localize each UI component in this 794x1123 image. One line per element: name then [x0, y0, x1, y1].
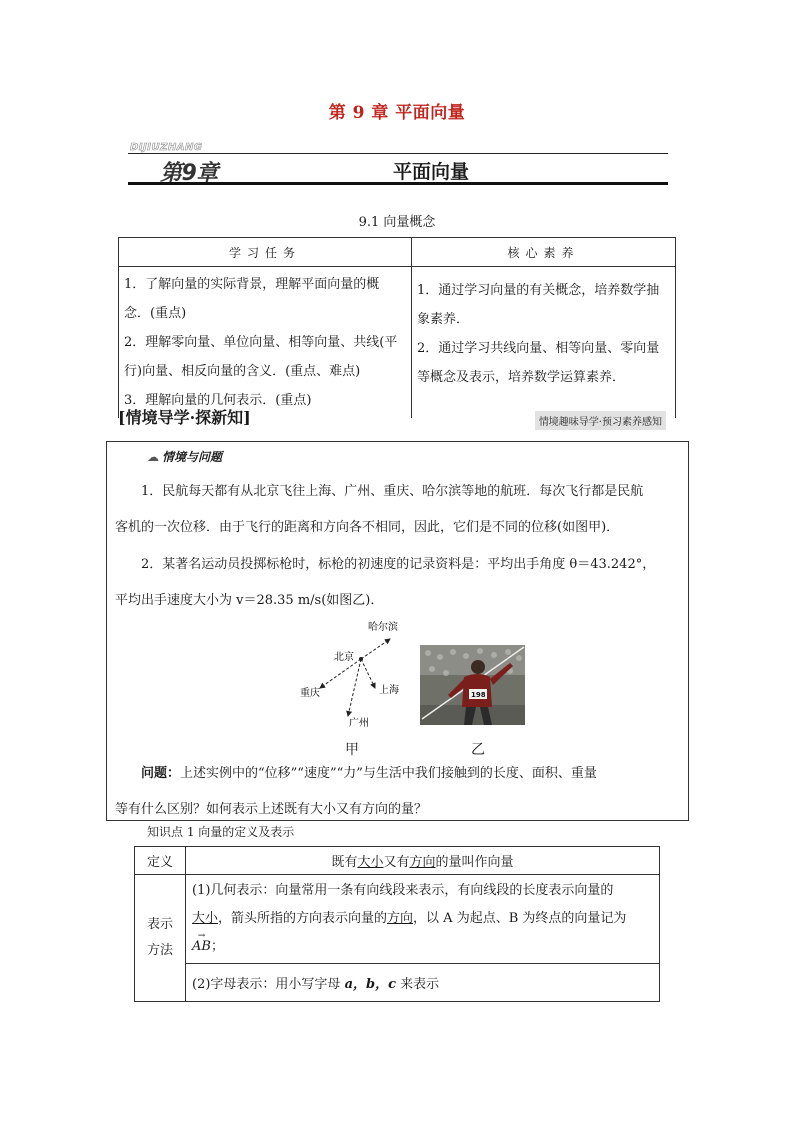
underline-geo-direction: 方向 — [387, 911, 414, 926]
cloud-icon: ☁ — [147, 450, 159, 464]
knowledge-point-title: 知识点 1 向量的定义及表示 — [147, 825, 295, 839]
flight-map-figure — [292, 618, 427, 733]
scenario-paragraph-1 — [115, 474, 681, 546]
goals-task-line: 3．理解向量的几何表示．(重点) — [124, 393, 312, 408]
goals-competency-line: 1．通过学习向量的有关概念，培养数学抽 — [417, 283, 660, 298]
route-chongqing — [320, 659, 361, 688]
underline-geo-size: 大小 — [192, 911, 219, 926]
text-line: 2．某著名运动员投掷标枪时，标枪的初速度的记录资料是：平均出手角度 θ＝43.242°， — [141, 557, 656, 572]
goals-competency-cell — [412, 267, 676, 419]
label-guangzhou: 广州 — [349, 718, 369, 729]
chapter-badge: 第9章 — [160, 161, 218, 186]
geo-representation: (1)几何表示：向量常用一条有向线段来表示，有向线段的长度表示向量的 大小，箭头所指的方向表示向量的方向，以 A 为起点、B 为终点的向量记为 → AB； — [186, 875, 660, 964]
underline-direction: 方向 — [409, 855, 436, 870]
vector-ab: → AB — [192, 933, 211, 961]
banner-pinyin: DIJIUZHANG — [130, 142, 203, 153]
goals-task-line: 行)向量、相反向量的含义．(重点、难点) — [124, 364, 361, 379]
label-beijing: 北京 — [334, 652, 354, 663]
question-label: 问题： — [141, 766, 181, 781]
goals-task-line: 念．(重点) — [124, 306, 187, 321]
chapter-heading: 第 9 章 平面向量 — [328, 103, 466, 123]
beijing-point — [359, 657, 363, 661]
goals-task-line: 2．理解零向量、单位向量、相等向量、共线(平 — [124, 335, 398, 350]
goals-competency-line: 等概念及表示，培养数学运算素养． — [417, 370, 626, 385]
goals-task-line: 1．了解向量的实际背景，理解平面向量的概 — [124, 277, 380, 292]
caption-figure-b: 乙 — [471, 742, 485, 758]
def-label: 定义 — [135, 847, 186, 875]
lead-tag: 情境趣味导学·预习素养感知 — [535, 411, 666, 430]
route-guangzhou — [348, 659, 361, 716]
label-harbin: 哈尔滨 — [368, 622, 398, 633]
route-shanghai — [361, 659, 375, 688]
scenario-box — [106, 441, 689, 821]
route-harbin — [361, 639, 390, 659]
letter-representation: (2)字母表示：用小写字母 a，b，c 来表示 — [186, 964, 660, 1002]
goals-header-competency: 核心素养 — [412, 238, 676, 267]
lead-title: [情境导学·探新知] — [118, 408, 251, 427]
underline-size: 大小 — [357, 855, 384, 870]
caption-figure-a: 甲 — [345, 742, 359, 758]
athlete-bib-number: 198 — [471, 691, 486, 699]
banner-top-rule — [128, 153, 668, 154]
chapter-banner — [128, 142, 668, 188]
goals-tasks-cell — [119, 267, 412, 419]
section-title: 9.1 向量概念 — [358, 215, 436, 230]
text-line: 客机的一次位移．由于飞行的距离和方向各不相同，因此，它们是不同的位移(如图甲)． — [115, 520, 620, 535]
scenario-label: ☁ 情境与问题 — [147, 450, 223, 464]
text-line: 平均出手速度大小为 v＝28.35 m/s(如图乙)． — [115, 593, 384, 608]
text-line: 等有什么区别？如何表示上述既有大小又有方向的量？ — [115, 802, 428, 817]
goals-header-tasks: 学习任务 — [119, 238, 412, 267]
banner-title: 平面向量 — [393, 161, 470, 183]
goals-table — [118, 237, 676, 418]
scenario-paragraph-2 — [115, 547, 681, 619]
scenario-question — [115, 756, 681, 828]
text-line: 问题：上述实例中的“位移”“速度”“力”与生活中我们接触到的长度、面积、重量 — [141, 766, 597, 781]
javelin-photo — [420, 645, 525, 725]
goals-competency-line: 象素养． — [417, 312, 470, 327]
rep-label: 表示 方法 — [135, 875, 186, 1002]
text-line: 1．民航每天都有从北京飞往上海、广州、重庆、哈尔滨等地的航班．每次飞行都是民航 — [141, 484, 644, 499]
def-content: 既有大小又有方向的量叫作向量 — [186, 847, 660, 875]
vector-letters: a，b，c — [344, 977, 396, 992]
lead-bar — [118, 405, 676, 427]
label-shanghai: 上海 — [379, 685, 399, 696]
label-chongqing: 重庆 — [300, 688, 320, 699]
goals-competency-line: 2．通过学习共线向量、相等向量、零向量 — [417, 341, 660, 356]
definition-table — [134, 846, 660, 1002]
